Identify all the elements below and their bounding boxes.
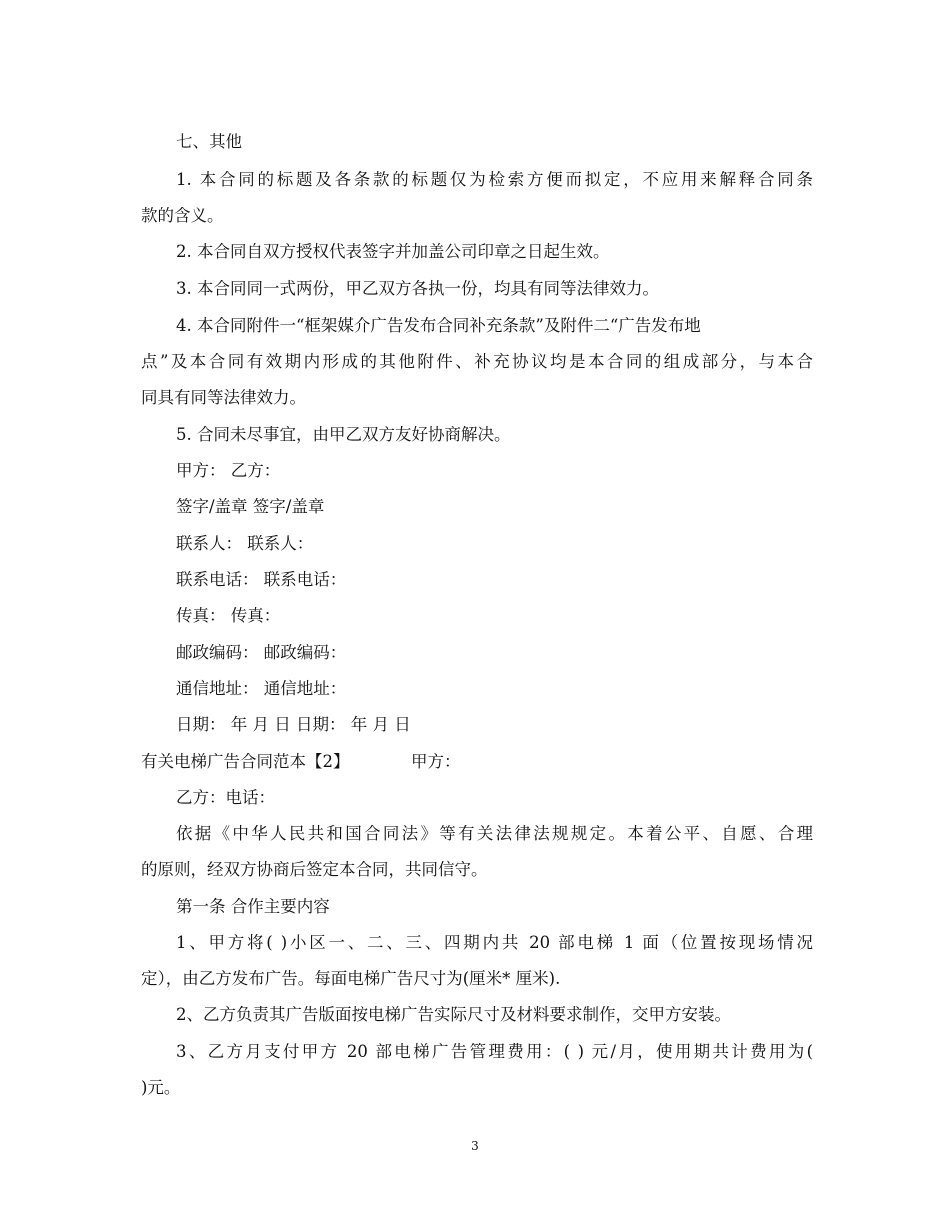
paragraph-text: 的原则，经双方协商后签定本合同，共同信守。 — [141, 860, 488, 879]
paragraph-text: 依据《中华人民共和国合同法》等有关法律法规规定。本着公平、自愿、合理 — [176, 824, 813, 843]
clause-text: 定），由乙方发布广告。每面电梯广告尺寸为(厘米* 厘米). — [141, 969, 561, 988]
signature-contact-line: 联系人： 联系人： — [176, 534, 314, 553]
clause-text: 同具有同等法律效力。 — [141, 388, 306, 407]
signature-phone-line: 联系电话： 联系电话： — [176, 570, 347, 589]
section-title: 七、其他 — [176, 132, 242, 151]
signature-sign-line: 签字/盖章 签字/盖章 — [176, 497, 325, 516]
page-number: 3 — [471, 1139, 479, 1153]
clause-text: 3. 本合同同一式两份，甲乙双方各执一份，均具有同等法律效力。 — [176, 279, 659, 298]
clause-text: 2. 本合同自双方授权代表签字并加盖公司印章之日起生效。 — [176, 242, 610, 261]
clause-text: 3、乙方月支付甲方 20 部电梯广告管理费用：( ) 元/月，使用期共计费用为( — [176, 1042, 813, 1061]
signature-date-line: 日期： 年 月 日 日期： 年 月 日 — [176, 715, 411, 734]
clause-text: 点”及本合同有效期内形成的其他附件、补充协议均是本合同的组成部分，与本合 — [141, 352, 813, 371]
clause-text: 款的含义。 — [141, 206, 224, 225]
signature-address-line: 通信地址： 通信地址： — [176, 679, 347, 698]
clause-text: 1. 本合同的标题及各条款的标题仅为检索方便而拟定，不应用来解释合同条 — [176, 170, 813, 189]
clause-text: 1、甲方将( )小区一、二、三、四期内共 20 部电梯 1 面（位置按现场情况 — [176, 933, 813, 952]
signature-party-line: 甲方： 乙方： — [176, 461, 281, 480]
party-a-label: 甲方： — [411, 752, 461, 771]
clause-text: 4. 本合同附件一“框架媒介广告发布合同补充条款”及附件二“广告发布地 — [176, 316, 701, 335]
party-b-phone-line: 乙方：电话： — [176, 788, 275, 807]
contract-heading: 有关电梯广告合同范本【2】 — [141, 752, 350, 771]
clause-text: )元。 — [141, 1078, 181, 1097]
article-heading: 第一条 合作主要内容 — [176, 897, 330, 916]
signature-fax-line: 传真： 传真： — [176, 606, 281, 625]
clause-text: 5. 合同未尽事宜，由甲乙双方友好协商解决。 — [176, 425, 511, 444]
clause-text: 2、乙方负责其广告版面按电梯广告实际尺寸及材料要求制作，交甲方安装。 — [176, 1005, 731, 1024]
signature-postcode-line: 邮政编码： 邮政编码： — [176, 643, 347, 662]
